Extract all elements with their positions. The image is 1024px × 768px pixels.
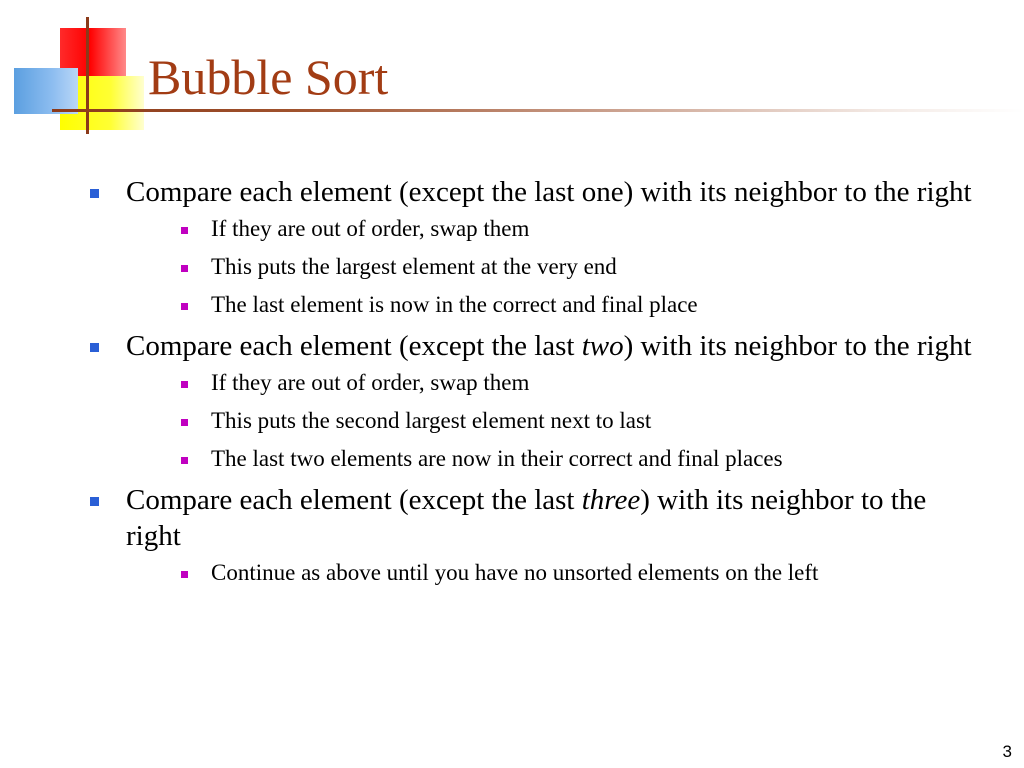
sub-bullet-item: The last two elements are now in their correct and final places <box>126 444 986 474</box>
blue-square <box>14 68 78 114</box>
sub-bullet-item: This puts the second largest element next to last <box>126 406 986 436</box>
bullet-text: Compare each element (except the last one) with its neighbor to the right <box>126 176 972 208</box>
page-number: 3 <box>1002 742 1012 761</box>
square-bullet-icon <box>181 419 188 426</box>
sub-bullet-item: The last element is now in the correct and final place <box>126 290 986 320</box>
bullet-item-1 <box>86 174 986 320</box>
bullet-list <box>86 174 986 588</box>
sub-bullet-item: This puts the largest element at the very end <box>126 252 986 282</box>
sub-bullet-item: If they are out of order, swap them <box>126 368 986 398</box>
sub-bullet-list <box>126 214 986 320</box>
square-bullet-icon <box>181 303 188 310</box>
bullet-text: Compare each element (except the last three) with its neighbor to the right <box>126 484 927 552</box>
bullet-item-2 <box>86 328 986 474</box>
vertical-rule <box>86 17 89 134</box>
square-bullet-icon <box>181 457 188 464</box>
bullet-text: Compare each element (except the last two) with its neighbor to the right <box>126 330 972 362</box>
colored-squares-logo <box>0 0 160 140</box>
sub-bullet-item: If they are out of order, swap them <box>126 214 986 244</box>
square-bullet-icon <box>181 381 188 388</box>
sub-bullet-item: Continue as above until you have no unsorted elements on the left <box>126 558 986 588</box>
bullet-item-3 <box>86 482 986 588</box>
title-underline <box>52 109 1024 112</box>
slide-title: Bubble Sort <box>148 49 389 105</box>
square-bullet-icon <box>181 265 188 272</box>
square-bullet-icon <box>181 571 188 578</box>
square-bullet-icon <box>90 497 99 506</box>
sub-bullet-list <box>126 368 986 474</box>
square-bullet-icon <box>90 343 99 352</box>
square-bullet-icon <box>181 227 188 234</box>
sub-bullet-list <box>126 558 986 588</box>
square-bullet-icon <box>90 189 99 198</box>
